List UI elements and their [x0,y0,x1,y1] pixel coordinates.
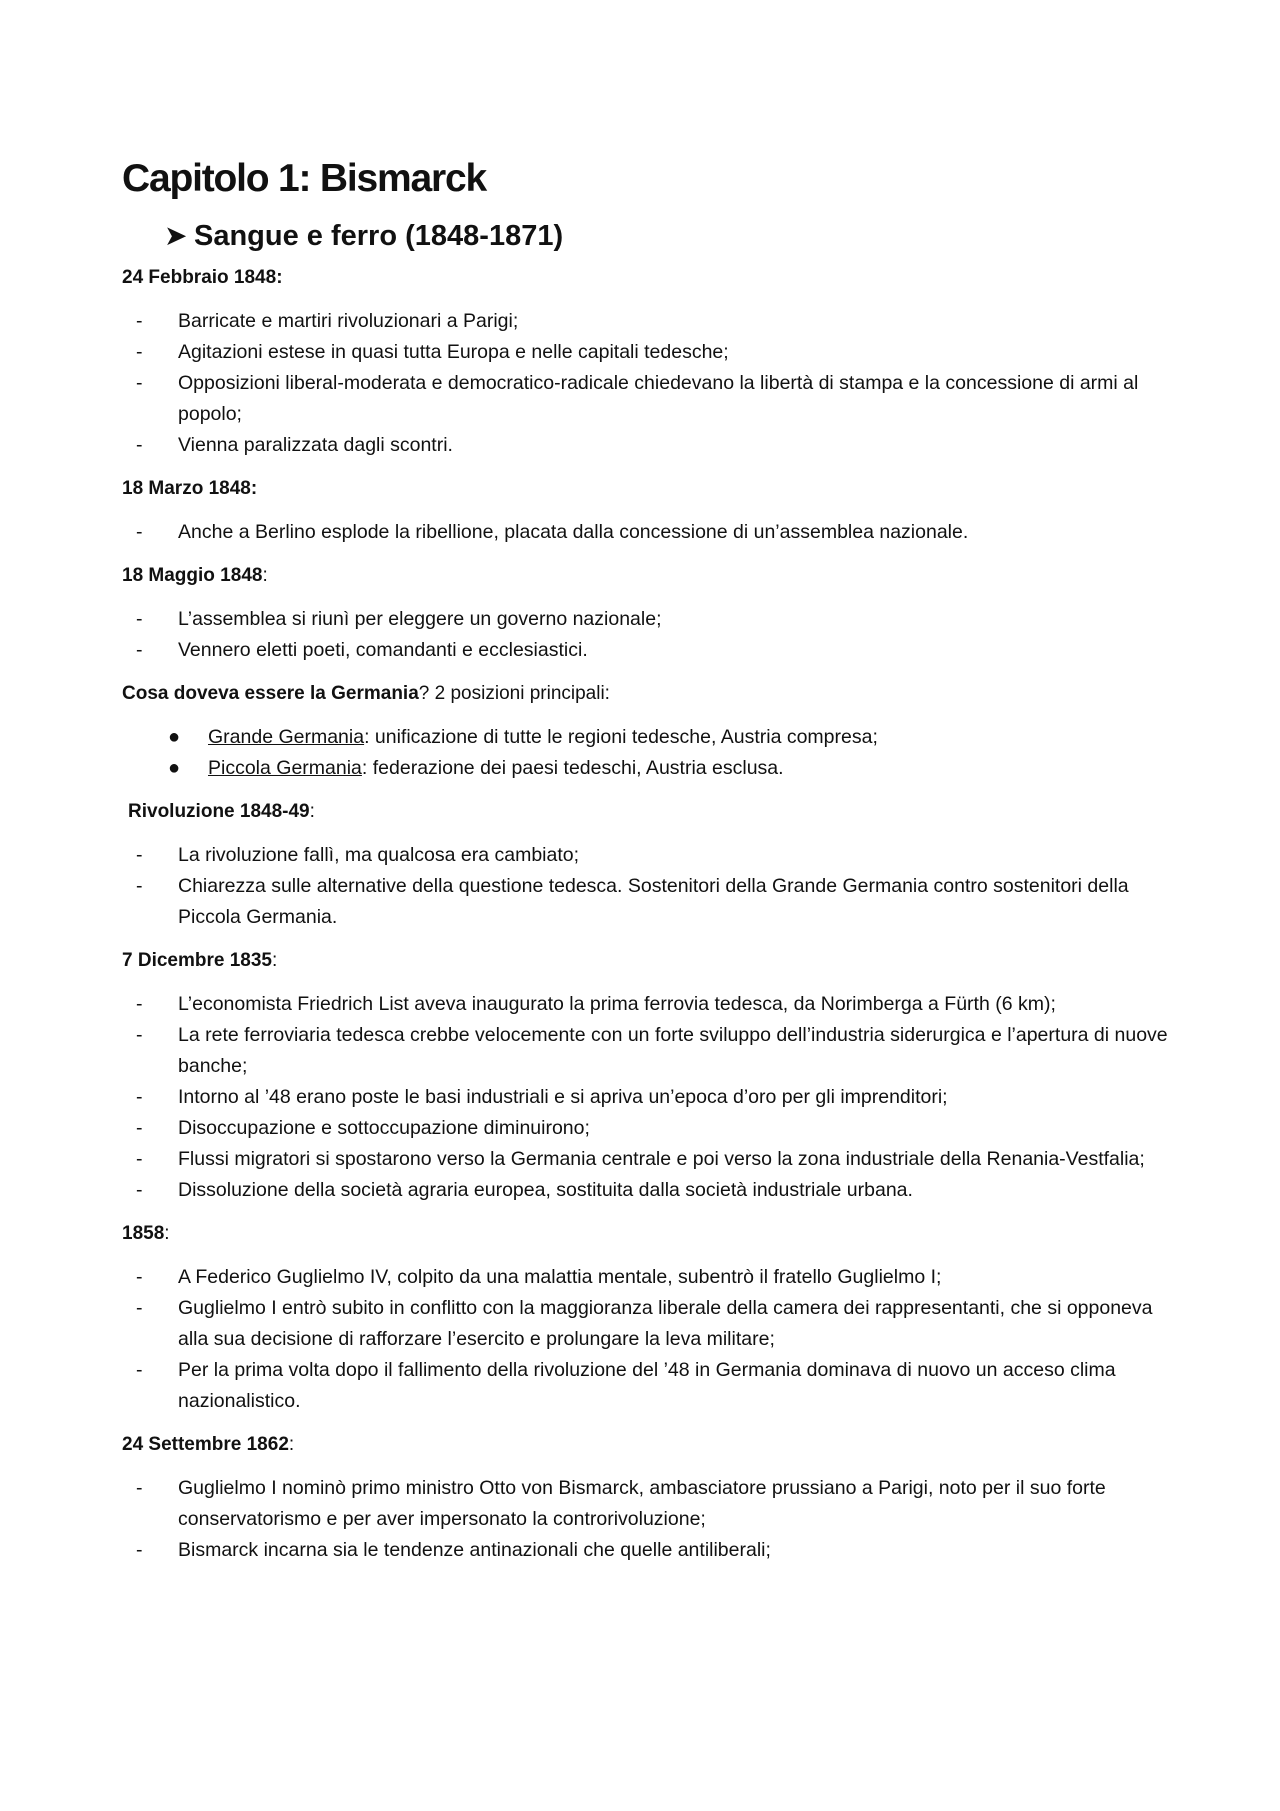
list-item: - Disoccupazione e sottoccupazione diminuirono; [136,1117,590,1139]
chapter-title: Capitolo 1: Bismarck [122,157,486,200]
list-item: ● Grande Germania: unificazione di tutte le regioni tedesche, Austria compresa; [122,722,1172,753]
date-heading: 24 Febbraio 1848: [122,267,283,288]
dash-list [122,604,1172,666]
arrow-bullet-icon: ➤ [164,220,188,251]
section-title: Sangue e ferro (1848-1871) [194,220,564,252]
section-heading [122,214,1172,258]
list-item: - Vennero eletti poeti, comandanti e ecclesiastici. [136,639,588,661]
list-item: - Agitazioni estese in quasi tutta Europa e nelle capitali tedesche; [136,341,729,363]
dash-list [122,1473,1172,1566]
bullet-list [122,722,1172,784]
bullet-icon: ● [168,757,181,779]
date-heading: 18 Marzo 1848: [122,478,258,499]
document-body [122,150,1172,1580]
list-item: - A Federico Guglielmo IV, colpito da una malattia mentale, subentrò il fratello Guglielmo I; [136,1266,942,1288]
list-item: - Barricate e martiri rivoluzionari a Parigi; [136,310,519,332]
list-item: - L’assemblea si riunì per eleggere un governo nazionale; [136,608,662,630]
list-item: - Opposizioni liberal-moderata e democratico-radicale chiedevano la libertà di stampa e la concessione di armi al popolo; [136,372,1139,425]
list-item: ● Piccola Germania: federazione dei paesi tedeschi, Austria esclusa. [122,753,1172,784]
list-item: - Guglielmo I entrò subito in conflitto con la maggioranza liberale della camera dei rappresentanti, che si opponeva alla sua decisione di rafforzare l’esercito e prolungare la leva militare; [136,1297,1153,1350]
list-item: - La rete ferroviaria tedesca crebbe velocemente con un forte sviluppo dell’industria siderurgica e l’apertura di nuove banche; [136,1024,1168,1077]
list-item: - Guglielmo I nominò primo ministro Otto von Bismarck, ambasciatore prussiano a Parigi, noto per il suo forte conservatorismo e per aver impersonato la controrivoluzione; [136,1477,1106,1530]
bullet-icon: ● [168,726,181,748]
list-item: - Flussi migratori si spostarono verso la Germania centrale e poi verso la zona industriale della Renania-Vestfalia; [136,1148,1145,1170]
date-heading: 18 Maggio 1848: [122,565,268,586]
date-heading: 1858: [122,1223,170,1244]
list-item: - Anche a Berlino esplode la ribellione, placata dalla concessione di un’assemblea nazionale. [136,521,969,543]
date-heading: Rivoluzione 1848-49: [128,801,315,822]
dash-list [122,306,1172,461]
dash-list [122,517,1172,548]
date-heading: 24 Settembre 1862: [122,1434,295,1455]
list-item: - Vienna paralizzata dagli scontri. [136,434,453,456]
dash-list [122,840,1172,933]
list-item: - Per la prima volta dopo il fallimento della rivoluzione del ’48 in Germania dominava di nuovo un acceso clima nazionalistico. [136,1359,1116,1412]
dash-list [122,1262,1172,1417]
list-item: - La rivoluzione fallì, ma qualcosa era cambiato; [136,844,580,866]
date-heading: 7 Dicembre 1835: [122,950,278,971]
dash-list [122,989,1172,1206]
list-item: - Dissoluzione della società agraria europea, sostituita dalla società industriale urbana. [136,1179,913,1201]
list-item: - Bismarck incarna sia le tendenze antinazionali che quelle antiliberali; [136,1539,771,1561]
list-item: - Chiarezza sulle alternative della questione tedesca. Sostenitori della Grande Germania contro sostenitori della Piccola Germania. [136,875,1129,928]
list-item: - L’economista Friedrich List aveva inaugurato la prima ferrovia tedesca, da Norimberga a Fürth (6 km); [136,993,1056,1015]
list-item: - Intorno al ’48 erano poste le basi industriali e si apriva un’epoca d’oro per gli imprenditori; [136,1086,948,1108]
question-heading: Cosa doveva essere la Germania? 2 posizioni principali: [122,683,610,704]
